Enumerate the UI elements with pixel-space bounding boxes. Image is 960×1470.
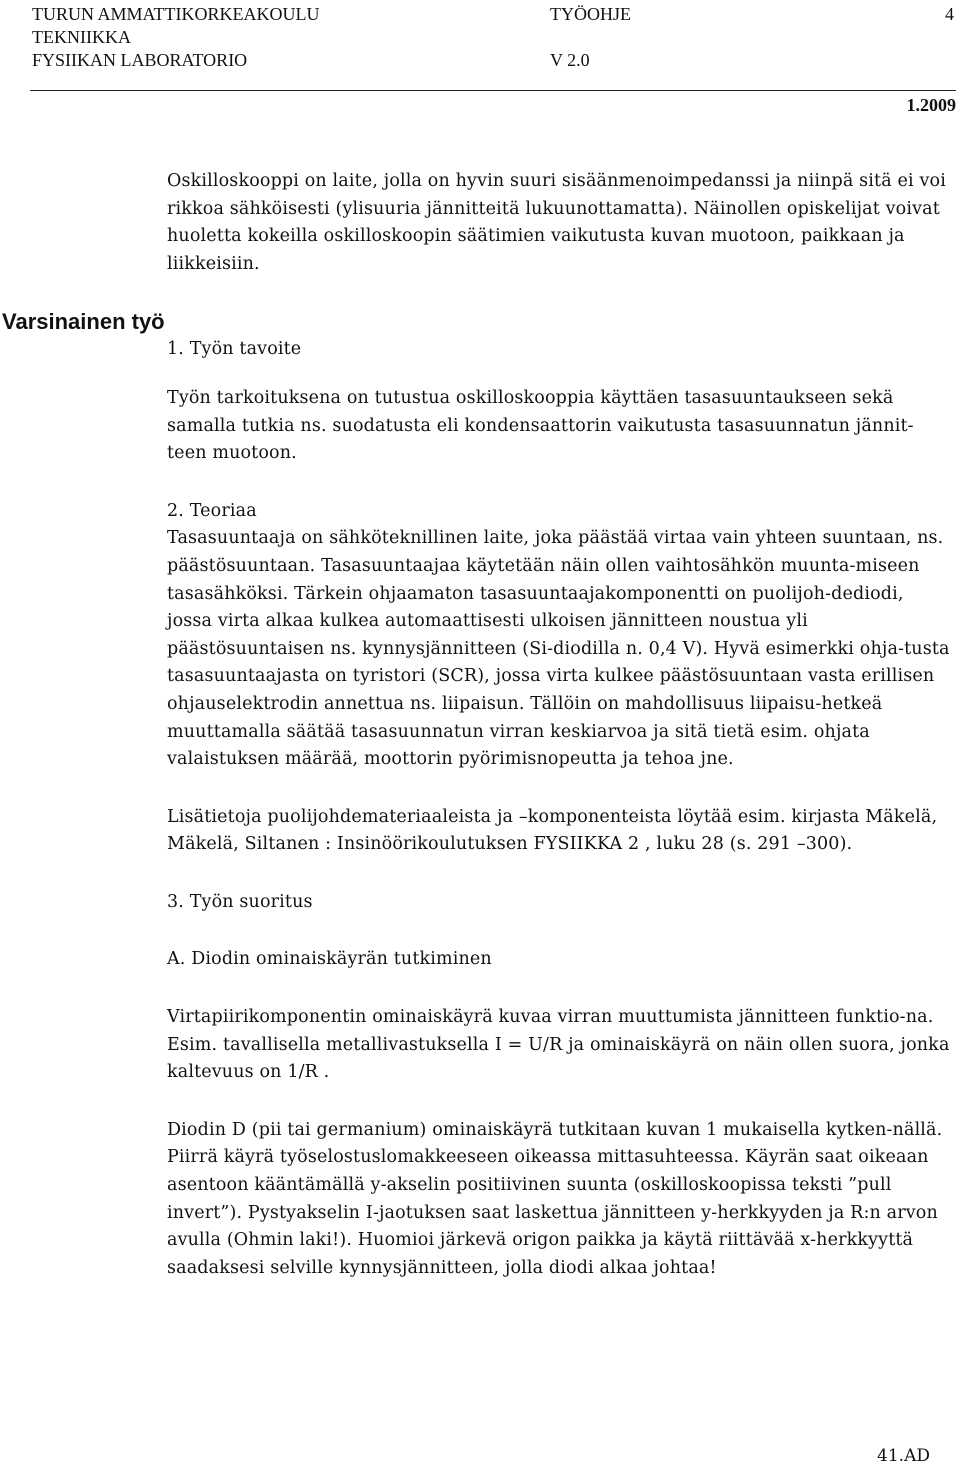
section-heading: 1. Työn tavoite <box>167 339 302 360</box>
section-heading: 2. Teoriaa <box>167 500 257 521</box>
laboratory-name: FYSIIKAN LABORATORIO <box>32 50 248 70</box>
faculty-name: TEKNIIKKA <box>32 27 131 47</box>
section-paragraph: Tasasuuntaaja on sähköteknillinen laite, joka päästää virtaa vain yhteen suuntaan, ns. päästösuuntaan. Tasasuuntaajaa käytetään näin ollen vaihtosähkön muunta-miseen tasasähköksi. Tärkein ohjaamaton tasasuuntaajakomponentti on puolijoh-dediodi, jossa virta alkaa kulkea automaattisesti ulkoisen jännitteen noustua yli päästösuuntaisen ns. kynnysjännitteen (Si-diodilla n. 0,4 V). Hyvä esimerkki ohja-tusta tasasuuntaajasta on tyristori (SCR), jossa virta kulkee päästösuuntaan vasta erillisen ohjauselektrodin annettua ns. liipaisun. Tällöin on mahdollisuus liipaisu-hetkeä muuttamalla säätää tasasuunnatun virran keskiarvoa ja sitä tietä esim. ohjata valaistuksen määrää, moottorin pyörimisnopeutta ja tehoa jne. <box>167 528 950 770</box>
doc-version: V 2.0 <box>550 50 590 70</box>
intro-paragraph: Oskilloskooppi on laite, jolla on hyvin suuri sisäänmenoimpedanssi ja niinpä sitä ei voi rikkoa sähköisesti (ylisuuria jännitteitä lukuunottamatta). Näinollen opiskelijat voivat huoletta kokeilla oskilloskoopin säätimien vaikutusta kuvan muotoon, paikkaan ja liikkeisiin. <box>167 171 946 274</box>
footer-code: 41.AD <box>877 1446 930 1466</box>
main-content <box>167 168 952 1282</box>
institution-name: TURUN AMMATTIKORKEAKOULU <box>32 4 320 24</box>
section-heading: 3. Työn suoritus <box>167 891 313 912</box>
section-paragraph: Diodin D (pii tai germanium) ominaiskäyrä tutkitaan kuvan 1 mukaisella kytken-nällä. Piirrä käyrä työselostuslomakkeeseen oikeassa mittasuhteessa. Käyrän saat oikeaan asentoon kääntämällä y-akselin positiivinen suunta (oskilloskoopissa teksti ”pull invert”). Pystyakselin I-jaotuksen saat laskettua jännitteen y-herkkyyden ja R:n arvon avulla (Ohmin laki!). Huomioi järkevä origon paikka ja käytä riittävää x-herkkyyttä saadaksesi selville kynnysjännitteen, jolla diodi alkaa johtaa! <box>167 1119 943 1278</box>
doc-type: TYÖOHJE <box>550 4 631 24</box>
header-divider <box>30 90 956 91</box>
doc-date: 1.2009 <box>906 95 956 115</box>
page-header <box>0 0 960 120</box>
section-paragraph: Työn tarkoituksena on tutustua oskilloskooppia käyttäen tasasuuntaukseen sekä samalla tutkia ns. suodatusta eli kondensaattorin vaikutusta tasasuunnatun jännit-teen muotoon. <box>167 387 914 464</box>
header-doc-info <box>550 3 631 72</box>
header-institution <box>32 3 492 72</box>
section-paragraph: Virtapiirikomponentin ominaiskäyrä kuvaa virran muuttumista jännitteen funktio-na. Esim. tavallisella metallivastuksella I = U/R ja ominaiskäyrä on näin ollen suora, jonka kaltevuus on 1/R . <box>167 1007 950 1083</box>
side-heading: Varsinainen työ <box>2 309 165 334</box>
reference-paragraph: Lisätietoja puolijohdemateriaaleista ja –komponenteista löytää esim. kirjasta Mäkelä, Mäkelä, Siltanen : Insinöörikoulutuksen FYSIIKKA 2 , luku 28 (s. 291 –300). <box>167 806 938 855</box>
subsection-heading: A. Diodin ominaiskäyrän tutkiminen <box>167 949 492 970</box>
page-number: 4 <box>945 4 954 24</box>
